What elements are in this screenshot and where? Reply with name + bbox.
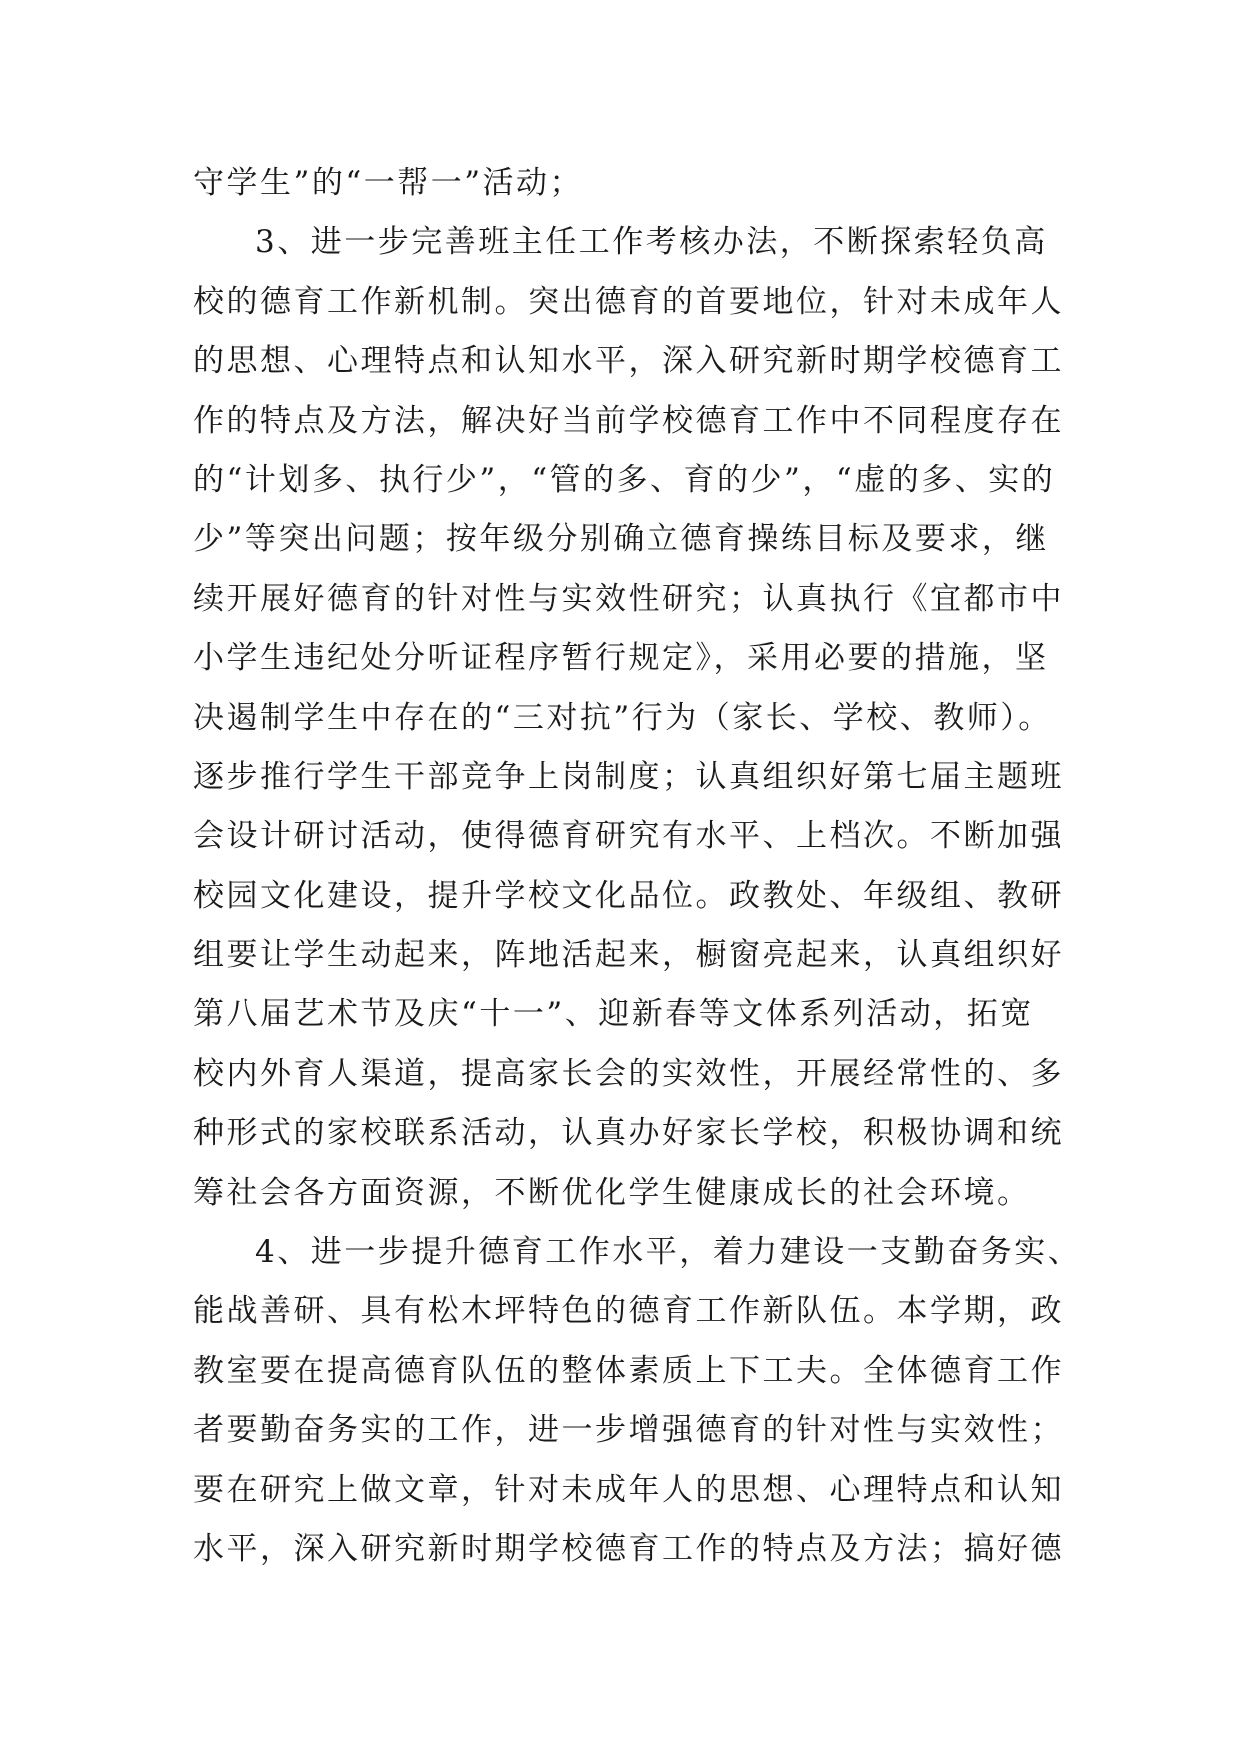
text-line: 3、进一步完善班主任工作考核办法，不断探索轻负高: [255, 224, 1048, 261]
text-line: 种形式的家校联系活动，认真办好家长学校，积极协调和统: [193, 1115, 1064, 1152]
text-line: 者要勤奋务实的工作，进一步增强德育的针对性与实效性；: [193, 1412, 1064, 1449]
text-line: 守学生”的“一帮一”活动；: [193, 165, 584, 201]
text-line: 水平，深入研究新时期学校德育工作的特点及方法；搞好德: [193, 1530, 1064, 1567]
text-line: 能战善研、具有松木坪特色的德育工作新队伍。本学期，政: [193, 1293, 1064, 1330]
text-line: 4、进一步提升德育工作水平，着力建设一支勤奋务实、: [255, 1234, 1082, 1271]
text-line: 组要让学生动起来，阵地活起来，橱窗亮起来，认真组织好: [193, 937, 1064, 974]
text-line: 逐步推行学生干部竞争上岗制度；认真组织好第七届主题班: [193, 758, 1064, 795]
text-line: 的“计划多、执行少”，“管的多、育的少”，“虚的多、实的: [193, 461, 1056, 498]
text-line: 作的特点及方法，解决好当前学校德育工作中不同程度存在: [193, 402, 1064, 439]
text-line: 续开展好德育的针对性与实效性研究；认真执行《宜都市中: [193, 580, 1064, 617]
text-line: 第八届艺术节及庆“十一”、迎新春等文体系列活动，拓宽: [193, 996, 1034, 1033]
text-line: 校园文化建设，提升学校文化品位。政教处、年级组、教研: [193, 877, 1064, 914]
text-line: 校内外育人渠道，提高家长会的实效性，开展经常性的、多: [193, 1055, 1064, 1092]
text-line: 要在研究上做文章，针对未成年人的思想、心理特点和认知: [193, 1471, 1064, 1508]
text-line: 筹社会各方面资源，不断优化学生健康成长的社会环境。: [193, 1174, 1031, 1211]
text-line: 的思想、心理特点和认知水平，深入研究新时期学校德育工: [193, 343, 1064, 380]
text-line: 少”等突出问题；按年级分别确立德育操练目标及要求，继: [193, 521, 1049, 558]
text-line: 小学生违纪处分听证程序暂行规定》，采用必要的措施，坚: [193, 640, 1049, 677]
text-line: 校的德育工作新机制。突出德育的首要地位，针对未成年人: [193, 283, 1064, 320]
text-line: 会设计研讨活动，使得德育研究有水平、上档次。不断加强: [193, 818, 1064, 855]
text-line: 决遏制学生中存在的“三对抗”行为（家长、学校、教师）。: [193, 699, 1052, 736]
document-body: [193, 154, 1082, 1579]
text-line: 教室要在提高德育队伍的整体素质上下工夫。全体德育工作: [193, 1352, 1064, 1389]
